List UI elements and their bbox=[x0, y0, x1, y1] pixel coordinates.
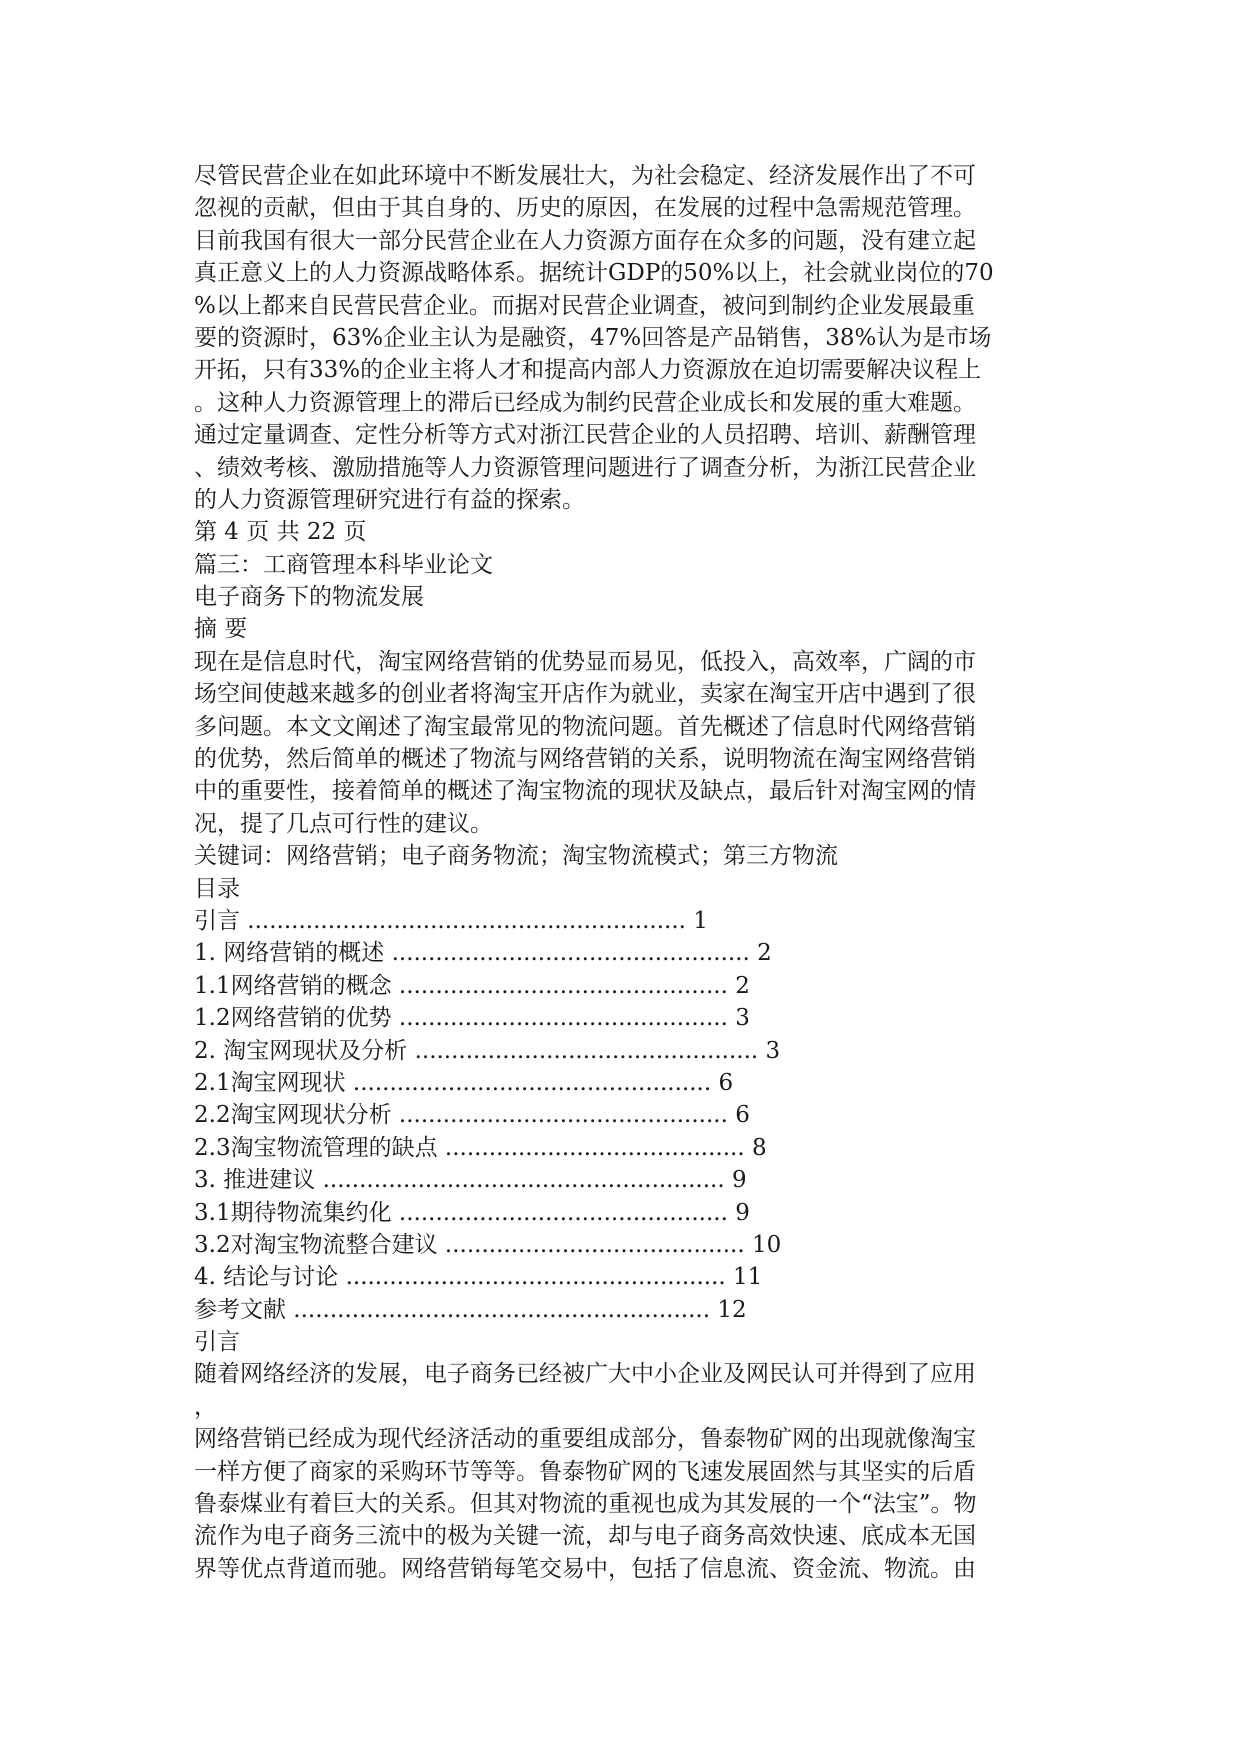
text-line: 要的资源时，63%企业主认为是融资，47%回答是产品销售，38%认为是市场 bbox=[194, 324, 992, 351]
text-line: 随着网络经济的发展，电子商务已经被广大中小企业及网民认可并得到了应用 bbox=[194, 1361, 976, 1388]
text-line: 1. 网络营销的概述 ................................................. 2 bbox=[194, 940, 772, 967]
text-line: 2. 淘宝网现状及分析 ............................................... 3 bbox=[194, 1037, 781, 1064]
text-line: 2.2淘宝网现状分析 ............................................. 6 bbox=[194, 1102, 750, 1129]
text-line: 流作为电子商务三流中的极为关键一流，却与电子商务高效快速、底成本无国 bbox=[194, 1523, 976, 1550]
text-line: 尽管民营企业在如此环境中不断发展壮大，为社会稳定、经济发展作出了不可 bbox=[194, 163, 976, 189]
text-line: 中的重要性，接着简单的概述了淘宝物流的现状及缺点，最后针对淘宝网的情 bbox=[194, 778, 976, 805]
text-line: 3. 推进建议 ....................................................... 9 bbox=[194, 1167, 747, 1194]
text-line: 3.1期待物流集约化 ............................................. 9 bbox=[194, 1199, 750, 1226]
text-line: 鲁泰煤业有着巨大的关系。但其对物流的重视也成为其发展的一个“法宝”。物 bbox=[194, 1491, 977, 1518]
text-line: 2.3淘宝物流管理的缺点 ......................................... 8 bbox=[194, 1134, 767, 1161]
text-line: 的优势，然后简单的概述了物流与网络营销的关系，说明物流在淘宝网络营销 bbox=[194, 746, 976, 773]
text-line: %以上都来自民营民营企业。而据对民营企业调查，被问到制约企业发展最重 bbox=[194, 292, 975, 319]
text-line: 、绩效考核、激励措施等人力资源管理问题进行了调查分析，为浙江民营企业 bbox=[194, 454, 976, 481]
text-line: 参考文献 ......................................................... 12 bbox=[194, 1296, 747, 1323]
text-line: 界等优点背道而驰。网络营销每笔交易中，包括了信息流、资金流、物流。由 bbox=[194, 1555, 976, 1582]
text-line: 篇三：工商管理本科毕业论文 bbox=[194, 551, 493, 578]
text-line: 。这种人力资源管理上的滞后已经成为制约民营企业成长和发展的重大难题。 bbox=[194, 389, 976, 416]
text-line: 忽视的贡献，但由于其自身的、历史的原因，在发展的过程中急需规范管理。 bbox=[194, 195, 976, 222]
text-line: 开拓，只有33%的企业主将人才和提高内部人力资源放在迫切需要解决议程上 bbox=[194, 357, 982, 384]
text-line: 4. 结论与讨论 .................................................... 11 bbox=[194, 1264, 763, 1291]
text-line: 网络营销已经成为现代经济活动的重要组成部分，鲁泰物矿网的出现就像淘宝 bbox=[194, 1426, 976, 1453]
text-line: 通过定量调查、定性分析等方式对浙江民营企业的人员招聘、培训、薪酬管理 bbox=[194, 422, 976, 449]
text-line: 的人力资源管理研究进行有益的探索。 bbox=[194, 486, 585, 513]
document-page bbox=[194, 160, 1054, 1585]
text-line: 3.2对淘宝物流整合建议 ......................................... 10 bbox=[194, 1231, 782, 1258]
text-line: 引言 ............................................................ 1 bbox=[194, 907, 708, 934]
text-line: 况，提了几点可行性的建议。 bbox=[194, 810, 493, 837]
text-line: 关键词：网络营销；电子商务物流；淘宝物流模式；第三方物流 bbox=[194, 843, 838, 870]
text-line: 目录 bbox=[194, 875, 240, 902]
text-line: 场空间使越来越多的创业者将淘宝开店作为就业，卖家在淘宝开店中遇到了很 bbox=[194, 681, 976, 708]
text-line: 2.1淘宝网现状 ................................................. 6 bbox=[194, 1069, 734, 1096]
text-line: 第 4 页 共 22 页 bbox=[194, 519, 367, 546]
text-line: 1.2网络营销的优势 ............................................. 3 bbox=[194, 1005, 750, 1032]
text-line: 现在是信息时代，淘宝网络营销的优势显而易见，低投入，高效率，广阔的市 bbox=[194, 648, 976, 675]
text-line: 一样方便了商家的采购环节等等。鲁泰物矿网的飞速发展固然与其坚实的后盾 bbox=[194, 1458, 976, 1485]
text-line: 引言 bbox=[194, 1329, 240, 1356]
text-line: ， bbox=[194, 1393, 217, 1420]
text-line: 电子商务下的物流发展 bbox=[194, 584, 424, 611]
text-line: 多问题。本文文阐述了淘宝最常见的物流问题。首先概述了信息时代网络营销 bbox=[194, 713, 976, 740]
text-line: 目前我国有很大一部分民营企业在人力资源方面存在众多的问题，没有建立起 bbox=[194, 227, 976, 254]
text-line: 1.1网络营销的概念 ............................................. 2 bbox=[194, 972, 750, 999]
text-line: 摘 要 bbox=[194, 616, 248, 643]
text-line: 真正意义上的人力资源战略体系。据统计GDP的50%以上，社会就业岗位的70 bbox=[194, 260, 994, 287]
